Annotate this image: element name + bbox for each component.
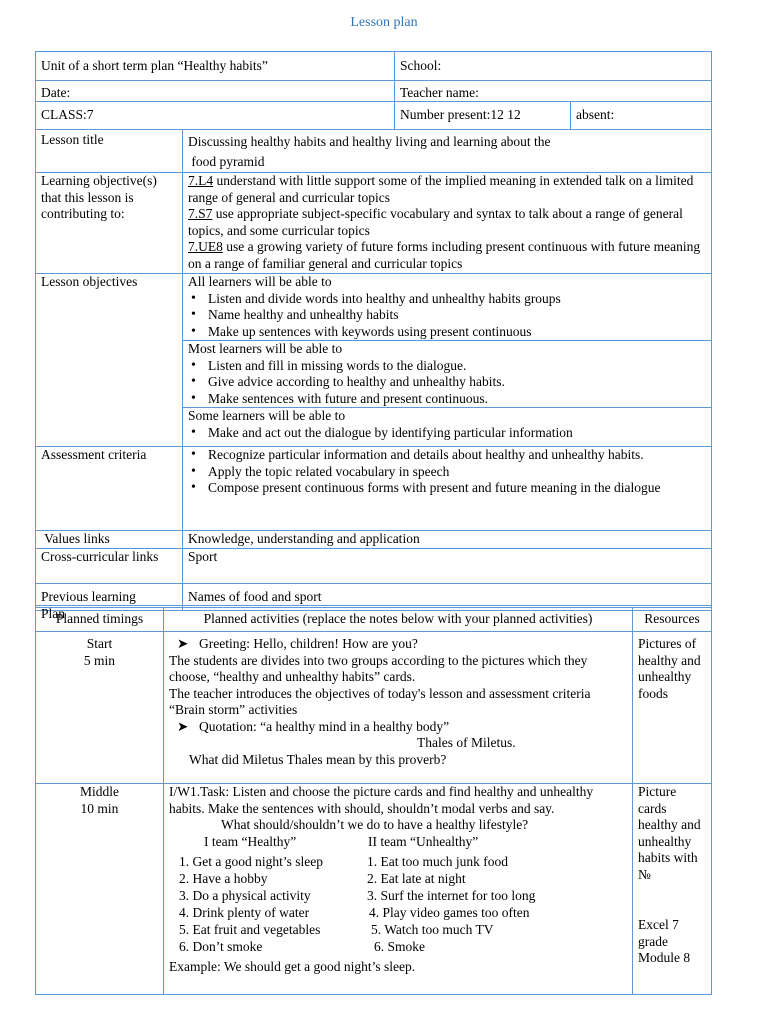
document-title: Lesson plan — [350, 15, 418, 30]
objective-text: use appropriate subject-specific vocabulary and syntax to talk about a range of general topics, and some curricular topics — [188, 206, 683, 238]
list-item: 4. Drink plenty of water — [179, 905, 310, 920]
middle-resources-2: Excel 7 grade Module 8 — [638, 917, 691, 965]
team-unhealthy-label: II team “Unhealthy” — [368, 833, 479, 849]
cross-curricular-cell: Sport — [183, 549, 712, 584]
previous-learning-label: Previous learning — [36, 584, 183, 606]
healthy-list — [169, 854, 367, 956]
start-timing-cell — [36, 632, 164, 784]
list-item: 6. Don’t smoke — [179, 939, 263, 954]
start-text-line: The students are divides into two groups according to the pictures which they choose, “healthy and unhealthy habits” cards. — [169, 652, 588, 684]
list-item: 3. Do a physical activity — [179, 888, 311, 903]
list-item: • Listen and fill in missing words to the dialogue. — [208, 358, 706, 375]
class-cell: CLASS:7 — [36, 102, 395, 130]
list-item: 4. Play video games too often — [369, 905, 530, 920]
date-cell: Date: — [36, 81, 395, 102]
start-label: Start — [86, 636, 113, 651]
middle-minutes: 10 min — [80, 800, 119, 816]
start-resources-cell: Pictures of healthy and unhealthy foods — [633, 632, 712, 784]
list-item: • Give advice according to healthy and unhealthy habits. — [208, 374, 706, 391]
middle-resources-1: Picture cards healthy and unhealthy habits with № — [638, 784, 701, 882]
objective-code: 7.UE8 — [188, 239, 223, 254]
assessment-label: Assessment criteria — [36, 447, 183, 531]
values-links-label: Values links — [36, 531, 183, 549]
middle-activities-cell — [164, 784, 633, 995]
quotation-text: Quotation: “a healthy mind in a healthy body” — [199, 718, 450, 734]
objective-item — [188, 206, 706, 239]
middle-timing-cell — [36, 784, 164, 995]
lesson-title-line2: food pyramid — [188, 154, 265, 169]
team-healthy-label: I team “Healthy” — [204, 833, 297, 849]
lesson-title-line1: Discussing healthy habits and healthy living and learning about the — [188, 134, 551, 149]
start-minutes: 5 min — [83, 652, 116, 668]
all-learners-list — [188, 291, 706, 341]
assessment-cell — [183, 447, 712, 531]
unhealthy-list — [367, 854, 567, 956]
assessment-list — [188, 447, 706, 497]
some-learners-list — [188, 425, 706, 442]
some-learners-header: Some learners will be able to — [188, 408, 346, 423]
all-learners-header: All learners will be able to — [188, 274, 332, 289]
arrow-bullet-icon: ➤ — [177, 636, 189, 651]
objective-code: 7.S7 — [188, 206, 213, 221]
school-cell: School: — [395, 52, 712, 81]
lesson-objectives-cell — [183, 274, 712, 447]
list-item: 3. Surf the internet for too long — [367, 888, 536, 903]
middle-example: Example: We should get a good night’s sleep. — [169, 959, 416, 974]
list-item: 1. Get a good night’s sleep — [179, 854, 323, 869]
teacher-name-cell: Teacher name: — [395, 81, 712, 102]
list-item: 1. Eat too much junk food — [367, 854, 508, 869]
list-item: • Recognize particular information and details about healthy and unhealthy habits. — [208, 447, 706, 464]
objective-code: 7.L4 — [188, 173, 214, 188]
middle-question: What should/shouldn’t we do to have a healthy lifestyle? — [221, 817, 529, 832]
lesson-title-cell — [183, 130, 712, 173]
objective-item — [188, 173, 706, 206]
start-text-line: “Brain storm” activities — [169, 702, 298, 717]
list-item: • Make sentences with future and present continuous. — [208, 391, 706, 408]
objective-item — [188, 239, 706, 272]
list-item: 5. Eat fruit and vegetables — [179, 922, 321, 937]
list-item: • Compose present continuous forms with present and future meaning in the dialogue — [208, 480, 706, 497]
lesson-objectives-label: Lesson objectives — [36, 274, 183, 447]
plan-label: Plan — [36, 606, 183, 611]
absent-cell: absent: — [571, 102, 712, 130]
learning-objectives-cell — [183, 173, 712, 274]
list-item: • Make up sentences with keywords using present continuous — [208, 324, 706, 341]
middle-resources-cell — [633, 784, 712, 995]
most-learners-header: Most learners will be able to — [188, 341, 343, 356]
unit-cell: Unit of a short term plan “Healthy habits” — [36, 52, 395, 81]
list-item: • Name healthy and unhealthy habits — [208, 307, 706, 324]
lesson-title-label: Lesson title — [36, 130, 183, 173]
list-item: • Apply the topic related vocabulary in speech — [208, 464, 706, 481]
greeting-text: Greeting: Hello, children! How are you? — [199, 636, 418, 651]
list-item: • Make and act out the dialogue by identifying particular information — [208, 425, 706, 442]
start-activities-cell — [164, 632, 633, 784]
most-learners-list — [188, 358, 706, 408]
cross-curricular-label: Cross-curricular links — [36, 549, 183, 584]
resources-header: Resources — [633, 608, 712, 632]
planned-activities-header: Planned activities (replace the notes below with your planned activities) — [164, 608, 633, 632]
objective-text: understand with little support some of the implied meaning in extended talk on a limited range of general and curricular topics — [188, 173, 694, 205]
middle-label: Middle — [80, 784, 119, 799]
list-item: 2. Have a hobby — [179, 871, 268, 886]
quotation-author: Thales of Miletus. — [417, 735, 516, 750]
previous-learning-cell: Names of food and sport — [183, 584, 712, 606]
middle-task-text: I/W1.Task: Listen and choose the picture cards and find healthy and unhealthy habits. Make the sentences with should, shouldn’t modal verbs and say. — [169, 784, 594, 816]
planned-timings-header: Planned timings — [36, 608, 164, 632]
list-item: 6. Smoke — [374, 939, 426, 954]
start-question: What did Miletus Thales mean by this proverb? — [189, 751, 447, 767]
arrow-bullet-icon: ➤ — [177, 718, 189, 734]
number-present-cell: Number present:12 12 — [395, 102, 571, 130]
start-text-line: The teacher introduces the objectives of today's lesson and assessment criteria — [169, 685, 591, 701]
values-links-cell: Knowledge, understanding and application — [183, 531, 712, 549]
lesson-plan-table — [35, 607, 712, 995]
objective-text: use a growing variety of future forms including present continuous with future meaning on a range of familiar general and curricular topics — [188, 239, 701, 271]
list-item: • Listen and divide words into healthy and unhealthy habits groups — [208, 291, 706, 308]
learning-objectives-label: Learning objective(s) that this lesson is contributing to: — [36, 173, 183, 274]
list-item: 2. Eat late at night — [367, 871, 466, 886]
list-item: 5. Watch too much TV — [371, 922, 494, 937]
